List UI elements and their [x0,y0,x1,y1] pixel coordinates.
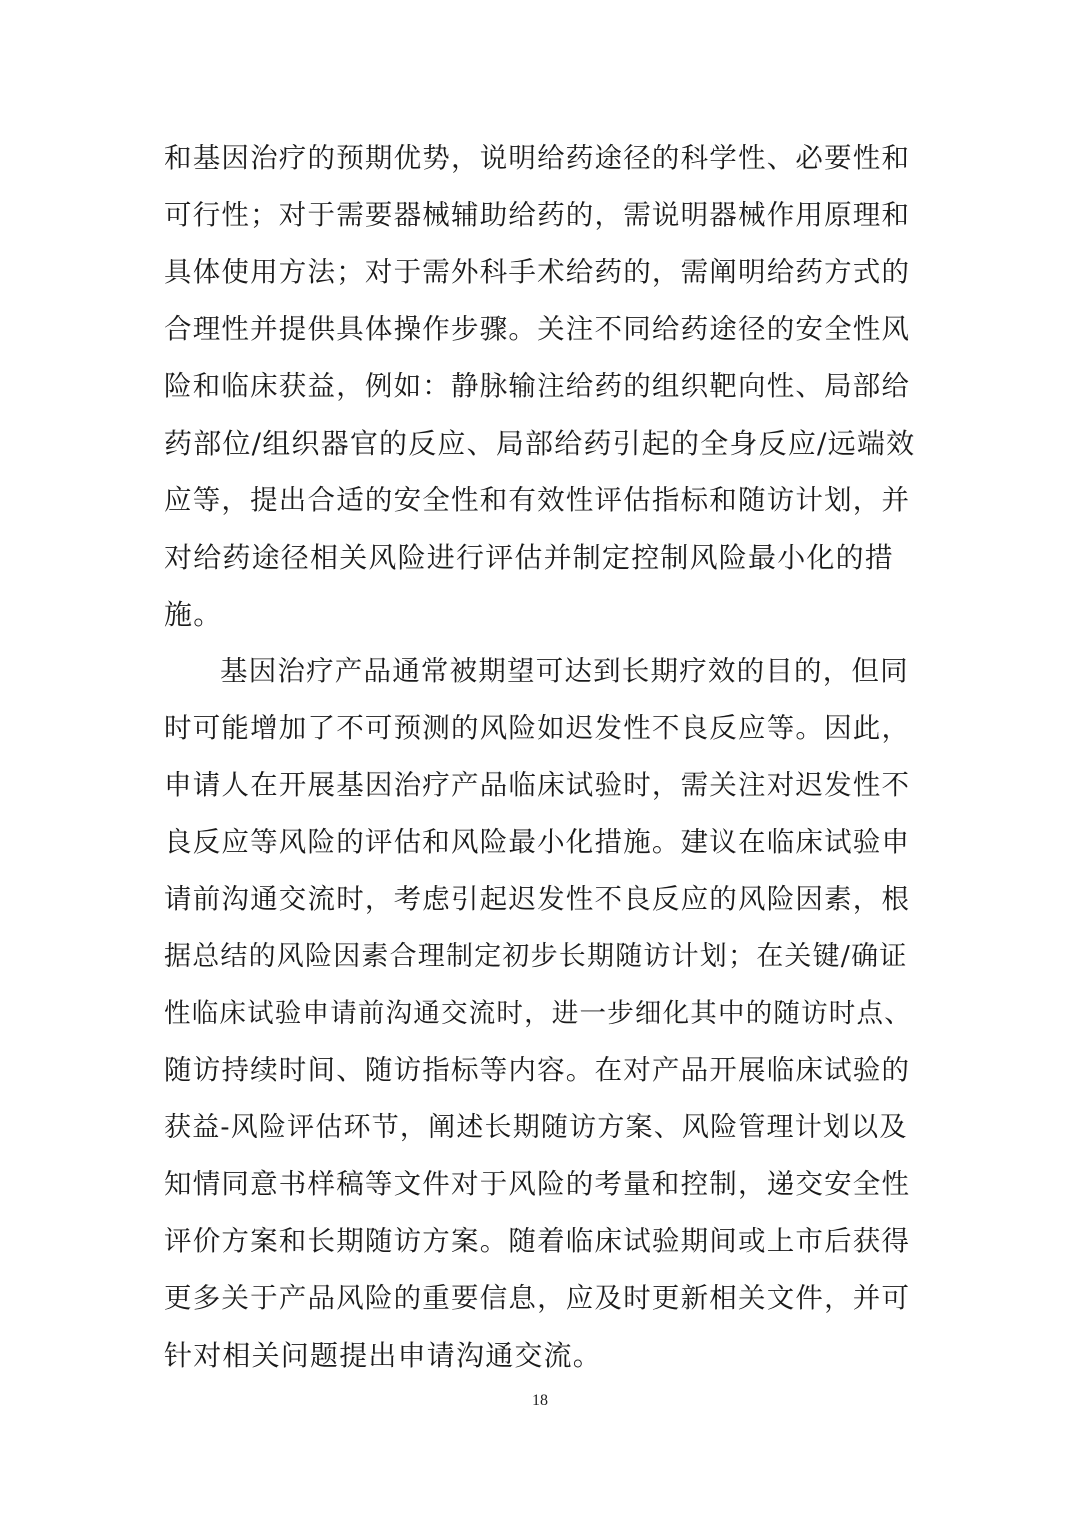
text-line: 更多关于产品风险的重要信息，应及时更新相关文件，并可 [164,1282,911,1314]
text-line: 请前沟通交流时，考虑引起迟发性不良反应的风险因素，根 [164,883,911,915]
text-line: 合理性并提供具体操作步骤。关注不同给药途径的安全性风 [164,313,911,345]
text-line: 对给药途径相关风险进行评估并制定控制风险最小化的措 [164,541,895,574]
text-line: 性临床试验申请前沟通交流时，进一步细化其中的随访时点、 [164,998,912,1029]
text-line: 获益-风险评估环节，阐述长期随访方案、风险管理计划以及 [164,1112,908,1143]
text-line: 具体使用方法；对于需外科手术给药的，需阐明给药方式的 [164,256,911,288]
text-line: 时可能增加了不可预测的风险如迟发性不良反应等。因此， [164,712,911,744]
text-line: 施。 [164,598,223,631]
text-line: 应等，提出合适的安全性和有效性评估指标和随访计划，并 [164,484,911,516]
text-line: 良反应等风险的评估和风险最小化措施。建议在临床试验申 [164,826,911,858]
text-line: 药部位/组织器官的反应、局部给药引起的全身反应/远端效 [164,427,916,460]
body-text [164,130,919,1384]
text-line: 随访持续时间、随访指标等内容。在对产品开展临床试验的 [164,1054,911,1086]
paragraph-1 [164,130,919,643]
paragraph-2 [164,643,919,1384]
text-line: 可行性；对于需要器械辅助给药的，需说明器械作用原理和 [164,199,911,231]
text-line: 险和临床获益，例如：静脉输注给药的组织靶向性、局部给 [164,370,911,402]
text-line: 据总结的风险因素合理制定初步长期随访计划；在关键/确证 [164,941,908,972]
text-line: 知情同意书样稿等文件对于风险的考量和控制，递交安全性 [164,1168,911,1200]
text-line: 针对相关问题提出申请沟通交流。 [164,1339,603,1372]
text-line: 评价方案和长期随访方案。随着临床试验期间或上市后获得 [164,1225,911,1257]
text-line: 申请人在开展基因治疗产品临床试验时，需关注对迟发性不 [164,769,911,801]
text-line: 基因治疗产品通常被期望可达到长期疗效的目的，但同 [220,655,909,687]
page-number: 18 [532,1392,548,1409]
text-line: 和基因治疗的预期优势，说明给药途径的科学性、必要性和 [164,142,911,174]
